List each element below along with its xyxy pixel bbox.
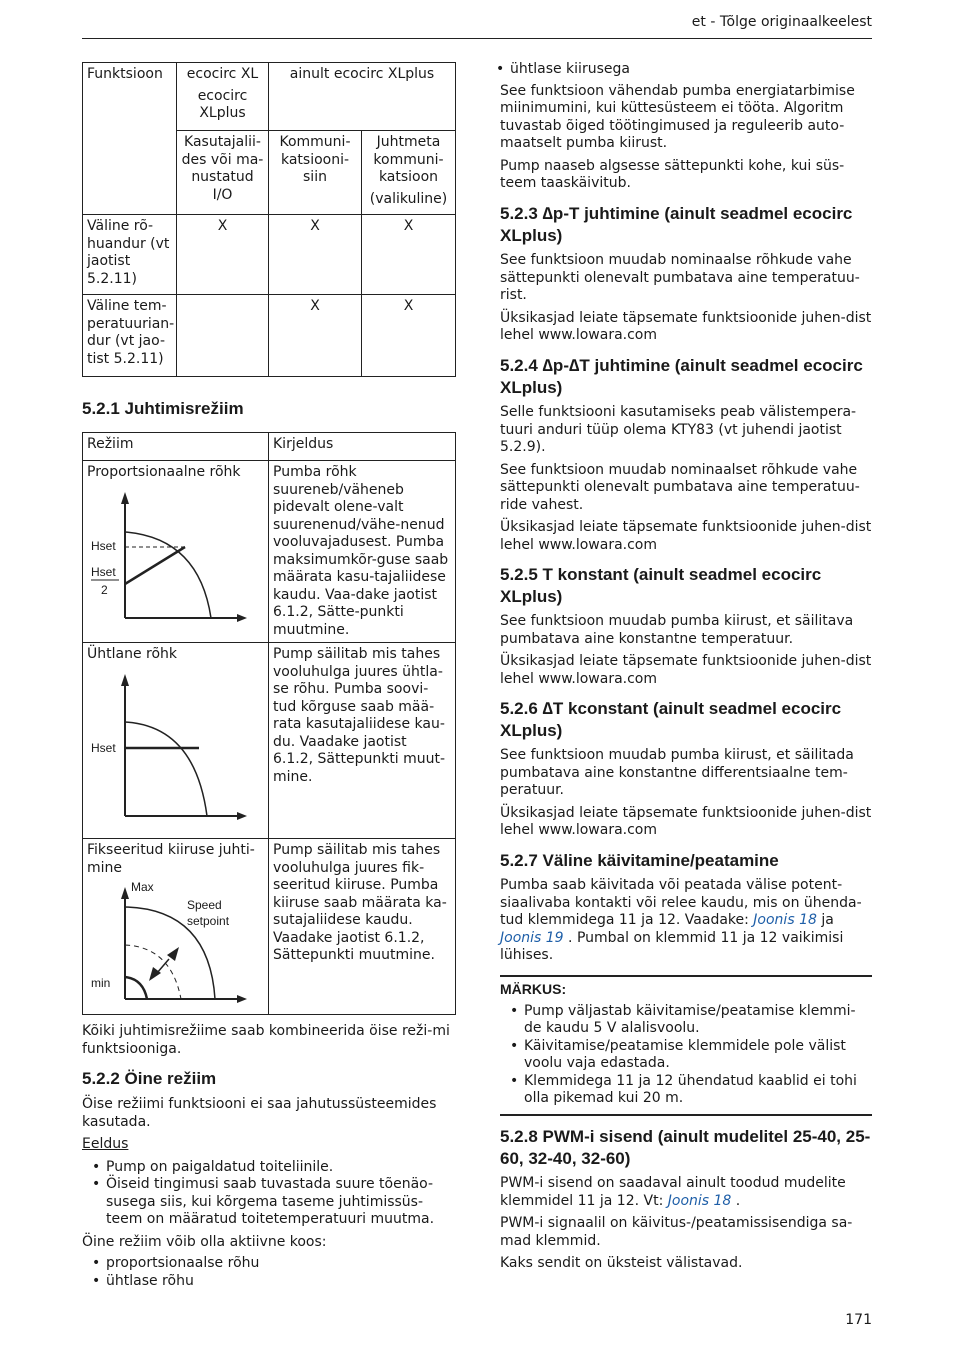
running-header: et - Tõlge originaalkeelest (691, 14, 872, 30)
prerequisite-list (82, 1159, 455, 1229)
s523-p2: Üksikasjad leiate täpsemate funktsioonide juhen-dist lehel www.lowara.com (500, 309, 872, 343)
mode-description: Pump säilitab mis tahes vooluhulga juures fik-seeritud kiiruse. Pumba kiiruse saab määrata ka-sutajaliidese kaudu. Vaadake jaotist 6.1.2, Sättepunkti muutmine. (269, 839, 456, 1015)
mode-cell (83, 461, 269, 643)
row-cell: X (177, 215, 269, 295)
combine-note: Kõiki juhtimisrežiime saab kombineerida öise reži-mi funktsiooniga. (82, 1023, 450, 1057)
note-rule-bottom (500, 1114, 872, 1116)
mode-name: Proportsionaalne rõhk (87, 464, 241, 480)
row-cell: X (362, 295, 456, 377)
s527-p1-a: Pumba saab käivitada või peatada välise potent-siaalivaba kontakti või relee kaudu, mis on ühenda-tud klemmidega 11 ja 12. Vaadake: (500, 877, 862, 928)
section-5-2-2-title: 5.2.2 Öine režiim (82, 1069, 217, 1088)
s528-p1-a: PWM-i sisend on saadaval ainult toodud mudelite klemmidel 11 ja 12. Vt: (500, 1175, 846, 1209)
night-mode-list (82, 1255, 455, 1290)
header-ecocirc-xlplus: ecocirc XLplus (197, 87, 248, 121)
fixed-speed-diagram (87, 877, 263, 1005)
link-figure-19[interactable]: Joonis 19 (500, 929, 564, 946)
header-wireless-optional: (valikuline) (369, 190, 448, 207)
note-list (500, 1003, 872, 1108)
label-hset-half: Hset (91, 564, 116, 579)
s524-p2: See funktsioon muudab nominaalset rõhkude vahe sättepunkti olenevalt pumbatava aine temperatuu-ride vahest. (500, 461, 860, 513)
row-cell: X (362, 215, 456, 295)
s528-p2: PWM-i signaalil on käivitus-/peatamissisendiga sa-mad klemmid. (500, 1215, 853, 1249)
section-5-2-1-title: 5.2.1 Juhtimisrežiim (82, 399, 244, 418)
s522-p4: Pump naaseb algsesse sättepunkti kohe, kui süs-teem taaskäivitub. (500, 157, 845, 191)
header-funktsioon: Funktsioon (83, 63, 177, 215)
s526-p1: See funktsioon muudab pumba kiirust, et säilitada pumbatava aine konstantne differentsiaalne tem-peratuur. (500, 747, 854, 798)
section-5-2-5-title: 5.2.5 T konstant (ainult seadmel ecocirc XLplus) (500, 565, 822, 606)
row-cell: X (269, 295, 362, 377)
header-mode: Režiim (83, 433, 269, 461)
mode-cell (83, 839, 269, 1015)
label-two: 2 (101, 582, 108, 597)
note-rule-top (500, 975, 872, 977)
table-row (83, 461, 456, 643)
s524-p3: Üksikasjad leiate täpsemate funktsioonide juhen-dist lehel www.lowara.com (500, 519, 872, 553)
prerequisite-heading: Eeldus (82, 1136, 129, 1152)
section-5-2-8-title: 5.2.8 PWM-i sisend (ainult mudelitel 25-40, 25-60, 32-40, 32-60) (500, 1127, 871, 1168)
list-item: • ühtlase rõhu (82, 1273, 455, 1291)
control-mode-table (82, 432, 456, 1015)
table-row (83, 215, 456, 295)
section-5-2-4-title: 5.2.4 ∆p-∆T juhtimine (ainult seadmel ecocirc XLplus) (500, 356, 863, 397)
label-hset: Hset (91, 740, 116, 755)
header-only-xlplus: ainult ecocirc XLplus (269, 63, 456, 131)
s524-p1: Selle funktsiooni kasutamiseks peab välistempera-tuuri anduri tüüp olema KTY83 (vt juhendi jaotist 5.2.9). (500, 404, 857, 455)
label-speed: Speed (187, 898, 222, 912)
header-rule (82, 38, 872, 39)
s525-p1: See funktsioon muudab pumba kiirust, et säilitava pumbatava aine konstantne temperatuur. (500, 613, 854, 647)
row-name: Väline tem-peratuurian-dur (vt jao-tist 5.2.11) (83, 295, 177, 377)
table-row (83, 295, 456, 377)
mode-cell (83, 643, 269, 839)
table-row (83, 839, 456, 1015)
s523-p1: See funktsioon muudab nominaalse rõhkude vahe sättepunkti olenevalt pumbatava aine temperatuu-rist. (500, 252, 860, 303)
note-label: MÄRKUS: (500, 981, 567, 997)
header-ecocirc (177, 63, 269, 131)
function-table (82, 62, 456, 377)
s528-p3: Kaks sendit on üksteist välistavad. (500, 1255, 743, 1271)
s525-p2: Üksikasjad leiate täpsemate funktsioonide juhen-dist lehel www.lowara.com (500, 653, 872, 687)
page-number: 171 (845, 1312, 872, 1328)
s522-p3: See funktsioon vähendab pumba energiatarbimise miinimumini, kui küttesüsteem ei tööta. Algoritm tuvastab õiged töötingimused ja reguleerib auto-maatselt pumba kiirust. (500, 82, 855, 151)
label-min: min (91, 976, 111, 990)
label-hset: Hset (91, 538, 116, 553)
proportional-pressure-diagram (87, 482, 263, 622)
table-row (83, 643, 456, 839)
header-wireless (362, 131, 456, 215)
mode-description: Pump säilitab mis tahes vooluhulga juures ühtla-se rõhu. Pumba soovi-tud kõrguse saab mää-rata kasutajaliidese kau-du. Vaadake jaotist 6.1.2, Sättepunkti muut-mine. (269, 643, 456, 839)
label-max: Max (131, 880, 154, 894)
night-mode-list-cont (500, 61, 872, 79)
s527-p1 (500, 877, 872, 965)
row-cell (177, 295, 269, 377)
s526-p2: Üksikasjad leiate täpsemate funktsioonide juhen-dist lehel www.lowara.com (500, 804, 872, 838)
s522-p1: Öise režiimi funktsiooni ei saa jahutussüsteemides kasutada. (82, 1096, 437, 1130)
mode-name: Ühtlane rõhk (87, 646, 178, 662)
s528-p1-b: . (731, 1192, 741, 1209)
row-cell: X (269, 215, 362, 295)
row-name: Väline rõ-huandur (vt jaotist 5.2.11) (83, 215, 177, 295)
list-item: • proportsionaalse rõhu (82, 1255, 455, 1273)
section-5-2-3-title: 5.2.3 ∆p-T juhtimine (ainult seadmel ecocirc XLplus) (500, 204, 853, 245)
s522-p2: Öine režiim võib olla aktiivne koos: (82, 1233, 327, 1250)
link-figure-18[interactable]: Joonis 18 (753, 912, 817, 928)
link-figure-18[interactable]: Joonis 18 (667, 1192, 732, 1209)
note-box (500, 981, 872, 1108)
list-item: • Käivitamise/peatamise klemmidele pole välist voolu vaja edastada. (500, 1038, 872, 1073)
header-wireless-label: Juhtmeta kommuni-katsioon (373, 134, 444, 185)
constant-pressure-diagram (87, 664, 263, 830)
header-comm-bus: Kommuni-katsiooni-siin (269, 131, 362, 215)
list-item: • ühtlase kiirusega (486, 61, 872, 79)
s527-p1-b: ja (816, 912, 834, 928)
label-setpoint: setpoint (187, 914, 230, 928)
header-ecocirc-xl: ecocirc XL (186, 66, 259, 82)
header-description: Kirjeldus (269, 433, 456, 461)
list-item: • Pump on paigaldatud toiteliinile. (82, 1159, 455, 1177)
mode-description: Pumba rõhk suureneb/väheneb pidevalt olene-valt suurenenud/vähe-nenud vooluvajadusest. Pumba maksimumkõr-guse saab määrata kasu-tajaliidese kaudu. Vaa-dake jaotist 6.1.2, Sätte-punkti muutmine. (269, 461, 456, 643)
list-item: • Pump väljastab käivitamise/peatamise klemmi-de kaudu 5 V alalisvoolu. (500, 1003, 872, 1038)
section-5-2-6-title: 5.2.6 ∆T kconstant (ainult seadmel ecocirc XLplus) (500, 699, 842, 740)
s528-p1 (500, 1175, 872, 1210)
header-user-interface: Kasutajalii-des või ma-nustatud I/O (177, 131, 269, 215)
list-item: • Klemmidega 11 ja 12 ühendatud kaablid ei tohi olla pikemad kui 20 m. (500, 1073, 872, 1108)
list-item: • Öiseid tingimusi saab tuvastada suure tõenäo-susega siis, kui kõrgema taseme juhtimissüs-teem on määratud toitetemperatuuri muutma. (82, 1176, 455, 1229)
section-5-2-7-title: 5.2.7 Väline käivitamine/peatamine (500, 851, 779, 870)
mode-name: Fikseeritud kiiruse juhti-mine (87, 842, 255, 876)
s527-p1-c: . Pumbal on klemmid 11 ja 12 vaikimisi lühises. (500, 929, 844, 963)
